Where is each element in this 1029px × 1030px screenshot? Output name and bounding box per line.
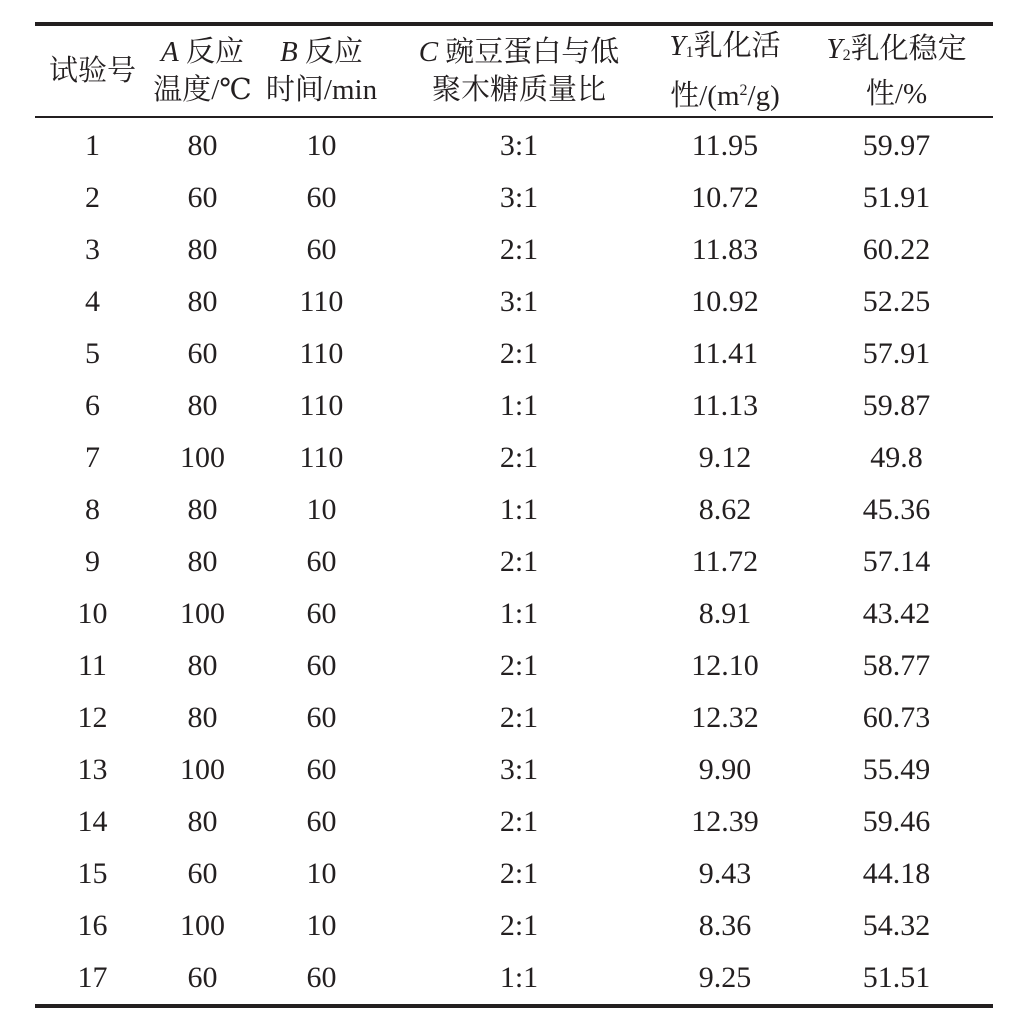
cell-emulsion-stability: 60.73 [862, 701, 931, 734]
cell-emulsifying-activity: 8.62 [698, 493, 752, 526]
header-y1-line1: 乳化活 [693, 30, 781, 62]
cell-mass-ratio: 2:1 [499, 337, 539, 370]
cell-trial-no: 3 [85, 233, 100, 266]
cell-trial-no: 6 [85, 389, 100, 422]
cell-mass-ratio: 2:1 [499, 857, 539, 890]
cell-trial-no: 13 [77, 753, 108, 786]
header-b-line1: 反应 [297, 36, 363, 68]
cell-mass-ratio: 2:1 [499, 909, 539, 942]
cell-emulsion-stability: 45.36 [862, 493, 931, 526]
table-row [35, 172, 993, 224]
experiment-table-container [35, 22, 993, 1008]
cell-temperature: 80 [187, 493, 218, 526]
cell-time: 60 [306, 701, 337, 734]
table-row [35, 224, 993, 276]
cell-time: 110 [299, 441, 344, 474]
cell-time: 60 [306, 181, 337, 214]
cell-emulsion-stability: 54.32 [862, 909, 931, 942]
cell-mass-ratio: 1:1 [499, 597, 539, 630]
cell-temperature: 100 [180, 753, 225, 786]
cell-trial-no: 10 [77, 597, 108, 630]
cell-trial-no: 14 [77, 805, 108, 838]
table-row [35, 276, 993, 328]
cell-temperature: 100 [180, 909, 225, 942]
cell-emulsion-stability: 51.51 [862, 961, 931, 994]
header-y2-line1: 乳化稳定 [850, 32, 967, 65]
cell-trial-no: 15 [77, 857, 108, 890]
cell-time: 110 [299, 285, 344, 318]
cell-emulsion-stability: 43.42 [862, 597, 931, 630]
header-y2-line2: 性/% [865, 77, 928, 110]
cell-emulsion-stability: 57.14 [862, 545, 931, 578]
table-row [35, 640, 993, 692]
table-body [35, 118, 993, 1004]
cell-emulsifying-activity: 10.72 [691, 181, 759, 214]
cell-trial-no: 16 [77, 909, 108, 942]
header-y1-sub: 1 [685, 44, 694, 61]
header-b-var: B [280, 36, 298, 68]
header-reaction-time [255, 26, 388, 116]
cell-trial-no: 5 [85, 337, 100, 370]
cell-temperature: 80 [187, 545, 218, 578]
header-a-line1: 反应 [178, 36, 244, 68]
cell-temperature: 60 [187, 961, 218, 994]
cell-trial-no: 17 [77, 961, 108, 994]
table-row [35, 848, 993, 900]
cell-time: 60 [306, 961, 337, 994]
cell-trial-no: 2 [85, 181, 100, 214]
cell-emulsion-stability: 55.49 [862, 753, 931, 786]
cell-emulsifying-activity: 9.90 [698, 753, 752, 786]
cell-emulsion-stability: 60.22 [862, 233, 931, 266]
cell-temperature: 80 [187, 285, 218, 318]
cell-mass-ratio: 2:1 [499, 441, 539, 474]
cell-time: 10 [306, 909, 337, 942]
header-b-line2: 时间/min [265, 74, 378, 106]
table-row [35, 588, 993, 640]
table-row [35, 380, 993, 432]
cell-emulsion-stability: 51.91 [862, 181, 931, 214]
cell-time: 10 [306, 129, 337, 162]
table-row [35, 484, 993, 536]
experiment-results-table [35, 26, 993, 116]
cell-emulsifying-activity: 11.83 [691, 233, 759, 266]
cell-mass-ratio: 1:1 [499, 961, 539, 994]
table-row [35, 744, 993, 796]
cell-emulsion-stability: 57.91 [862, 337, 931, 370]
cell-mass-ratio: 1:1 [499, 493, 539, 526]
header-a-line2: 温度/℃ [153, 74, 252, 106]
cell-time: 60 [306, 753, 337, 786]
table-row [35, 692, 993, 744]
header-c-line1: 豌豆蛋白与低 [438, 36, 620, 68]
cell-time: 60 [306, 233, 337, 266]
header-mass-ratio [388, 26, 650, 116]
cell-time: 60 [306, 649, 337, 682]
cell-temperature: 80 [187, 233, 218, 266]
cell-emulsifying-activity: 11.41 [691, 337, 759, 370]
table-row [35, 796, 993, 848]
cell-emulsifying-activity: 11.13 [691, 389, 759, 422]
cell-time: 110 [299, 337, 344, 370]
table-row [35, 952, 993, 1004]
header-reaction-temperature [150, 26, 255, 116]
cell-mass-ratio: 1:1 [499, 389, 539, 422]
header-emulsifying-activity [650, 26, 800, 116]
cell-emulsifying-activity: 8.36 [698, 909, 752, 942]
cell-trial-no: 4 [85, 285, 100, 318]
cell-time: 10 [306, 857, 337, 890]
table-bottom-rule [35, 1004, 993, 1008]
table-row [35, 536, 993, 588]
cell-emulsion-stability: 49.8 [870, 441, 923, 474]
cell-emulsifying-activity: 11.95 [691, 129, 759, 162]
cell-time: 110 [299, 389, 344, 422]
cell-trial-no: 9 [85, 545, 100, 578]
cell-temperature: 60 [187, 181, 218, 214]
header-y1-sup: 2 [739, 82, 748, 99]
cell-mass-ratio: 2:1 [499, 805, 539, 838]
cell-time: 10 [306, 493, 337, 526]
cell-emulsifying-activity: 12.39 [691, 805, 759, 838]
header-y1-var: Y [669, 30, 686, 62]
table-row [35, 118, 993, 172]
cell-trial-no: 12 [77, 701, 108, 734]
table-header [35, 26, 993, 116]
cell-temperature: 60 [187, 337, 218, 370]
cell-emulsion-stability: 52.25 [862, 285, 931, 318]
cell-mass-ratio: 3:1 [499, 181, 539, 214]
cell-time: 60 [306, 545, 337, 578]
header-y1-line2b: /g) [747, 80, 780, 112]
cell-trial-no: 8 [85, 493, 100, 526]
cell-mass-ratio: 3:1 [499, 753, 539, 786]
cell-emulsion-stability: 59.97 [862, 129, 931, 162]
header-y2-sub: 2 [842, 46, 851, 64]
cell-temperature: 80 [187, 805, 218, 838]
experiment-results-body [35, 118, 993, 1004]
cell-emulsifying-activity: 9.25 [698, 961, 752, 994]
header-y1-line2a: 性/(m [670, 80, 740, 112]
cell-mass-ratio: 3:1 [499, 285, 539, 318]
cell-mass-ratio: 3:1 [499, 129, 539, 162]
cell-emulsifying-activity: 9.43 [698, 857, 752, 890]
header-c-line2: 聚木糖质量比 [431, 74, 606, 106]
cell-emulsion-stability: 58.77 [862, 649, 931, 682]
header-trial-no [35, 26, 150, 116]
cell-emulsifying-activity: 8.91 [698, 597, 752, 630]
cell-temperature: 80 [187, 389, 218, 422]
table-row [35, 900, 993, 952]
header-y2-var: Y [826, 32, 843, 65]
cell-temperature: 60 [187, 857, 218, 890]
cell-time: 60 [306, 805, 337, 838]
header-emulsion-stability [800, 26, 993, 116]
table-row [35, 328, 993, 380]
cell-emulsion-stability: 44.18 [862, 857, 931, 890]
cell-temperature: 80 [187, 649, 218, 682]
cell-emulsifying-activity: 12.10 [691, 649, 759, 682]
cell-emulsifying-activity: 10.92 [691, 285, 759, 318]
cell-trial-no: 1 [85, 129, 100, 162]
cell-mass-ratio: 2:1 [499, 233, 539, 266]
header-c-var: C [418, 36, 439, 68]
cell-emulsion-stability: 59.87 [862, 389, 931, 422]
cell-temperature: 100 [180, 441, 225, 474]
cell-trial-no: 7 [85, 441, 100, 474]
cell-mass-ratio: 2:1 [499, 701, 539, 734]
cell-temperature: 80 [187, 701, 218, 734]
header-a-var: A [161, 36, 179, 68]
cell-emulsion-stability: 59.46 [862, 805, 931, 838]
cell-trial-no: 11 [78, 649, 107, 682]
header-trial-no-label: 试验号 [48, 55, 136, 87]
cell-emulsifying-activity: 12.32 [691, 701, 759, 734]
cell-temperature: 80 [187, 129, 218, 162]
table-row [35, 432, 993, 484]
cell-emulsifying-activity: 9.12 [698, 441, 752, 474]
cell-mass-ratio: 2:1 [499, 649, 539, 682]
cell-temperature: 100 [180, 597, 225, 630]
cell-mass-ratio: 2:1 [499, 545, 539, 578]
cell-emulsifying-activity: 11.72 [691, 545, 759, 578]
cell-time: 60 [306, 597, 337, 630]
